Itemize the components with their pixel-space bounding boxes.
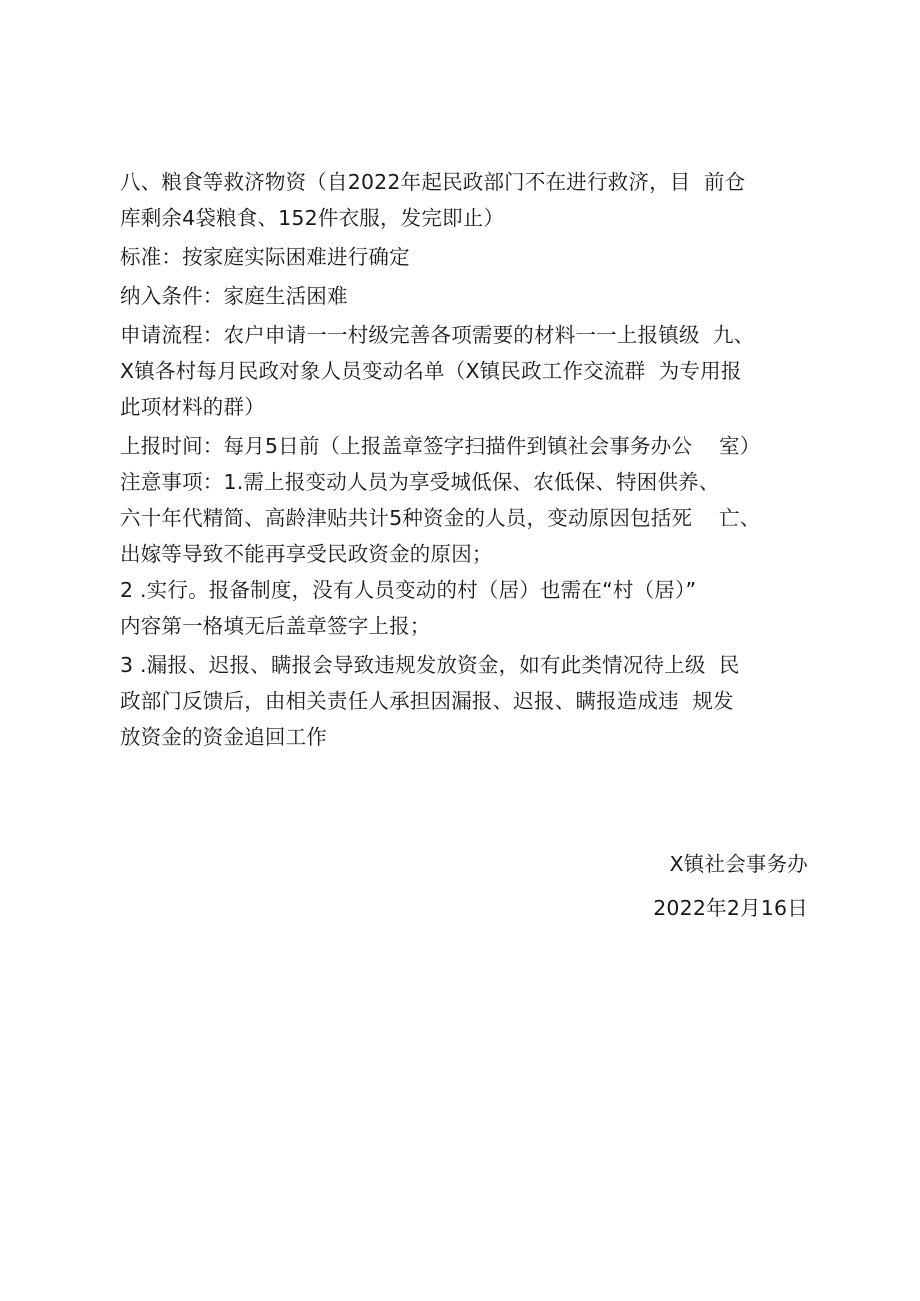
paragraph-line: 库剩余4袋粮食、152件衣服，发完即止） bbox=[120, 206, 505, 230]
paragraph-line: 八、粮食等救济物资（自2022年起民政部门不在进行救济，目 前仓 bbox=[120, 170, 746, 194]
paragraph-line: 注意事项：1.需上报变动人员为享受城低保、农低保、特困供养、 bbox=[120, 470, 720, 494]
paragraph-line: 纳入条件：家庭生活困难 bbox=[120, 284, 348, 308]
paragraph-line: 内容第一格填无后盖章签字上报； bbox=[120, 614, 431, 638]
paragraph-line: 2 .实行。报备制度，没有人员变动的村（居）也需在“村（居）” bbox=[120, 578, 697, 602]
paragraph-line: 3 .漏报、迟报、瞒报会导致违规发放资金，如有此类情况待上级 民 bbox=[120, 653, 740, 677]
paragraph-line: 标准：按家庭实际困难进行确定 bbox=[120, 245, 410, 269]
paragraph-line: X镇各村每月民政对象人员变动名单（X镇民政工作交流群 为专用报 bbox=[120, 359, 742, 383]
paragraph-line: 上报时间：每月5日前（上报盖章签字扫描件到镇社会事务办公 室） bbox=[120, 434, 761, 458]
paragraph-line: 此项材料的群） bbox=[120, 395, 265, 419]
paragraph-line: 申请流程：农户申请一一村级完善各项需要的材料一一上报镇级 九、 bbox=[120, 323, 755, 347]
paragraph-line: 政部门反馈后，由相关责任人承担因漏报、迟报、瞒报造成违 规发 bbox=[120, 689, 734, 713]
signature-date: 2022年2月16日 bbox=[653, 896, 808, 920]
paragraph-line: 放资金的资金追回工作 bbox=[120, 725, 327, 749]
paragraph-line: 出嫁等导致不能再享受民政资金的原因； bbox=[120, 542, 493, 566]
document-body bbox=[120, 164, 820, 755]
signature-office: X镇社会事务办 bbox=[669, 852, 808, 876]
signature-block bbox=[653, 842, 808, 930]
paragraph-line: 六十年代精简、高龄津贴共计5种资金的人员，变动原因包括死 亡、 bbox=[120, 506, 761, 530]
